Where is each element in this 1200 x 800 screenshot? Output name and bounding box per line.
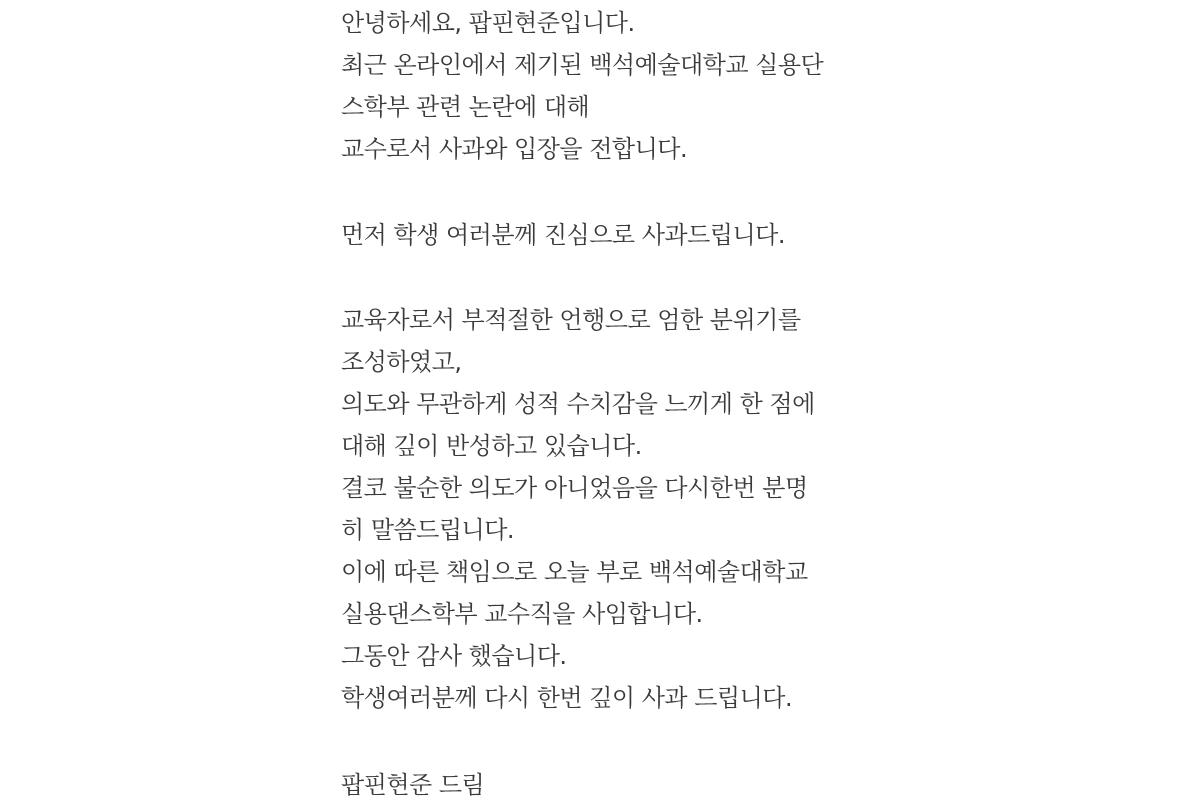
body-line: 대해 깊이 반성하고 있습니다. [341, 432, 642, 460]
body-line: 히 말씀드립니다. [341, 516, 515, 544]
intro-line: 최근 온라인에서 제기된 백석예술대학교 실용단 [341, 51, 824, 79]
signature-line: 팝핀현준 드림 [341, 771, 485, 799]
intro-line: 교수로서 사과와 입장을 전합니다. [341, 135, 688, 163]
body-line: 그동안 감사 했습니다. [341, 642, 567, 670]
body-line: 학생여러분께 다시 한번 깊이 사과 드립니다. [341, 684, 793, 712]
body-line: 실용댄스학부 교수직을 사임합니다. [341, 600, 703, 628]
body-line: 조성하였고, [341, 348, 462, 376]
apology-line: 먼저 학생 여러분께 진심으로 사과드립니다. [341, 221, 785, 249]
greeting-line: 안녕하세요, 팝핀현준입니다. [341, 9, 635, 37]
intro-paragraph [341, 2, 823, 170]
signature-paragraph [341, 764, 484, 800]
body-line: 교육자로서 부적절한 언행으로 엄한 분위기를 [341, 306, 801, 334]
body-line: 결코 불순한 의도가 아니었음을 다시한번 분명 [341, 474, 808, 502]
body-line: 의도와 무관하게 성적 수치감을 느끼게 한 점에 [341, 390, 815, 418]
body-paragraph [341, 299, 815, 719]
intro-line: 스학부 관련 논란에 대해 [341, 93, 590, 121]
body-line: 이에 따른 책임으로 오늘 부로 백석예술대학교 [341, 558, 808, 586]
apology-paragraph [341, 214, 785, 256]
